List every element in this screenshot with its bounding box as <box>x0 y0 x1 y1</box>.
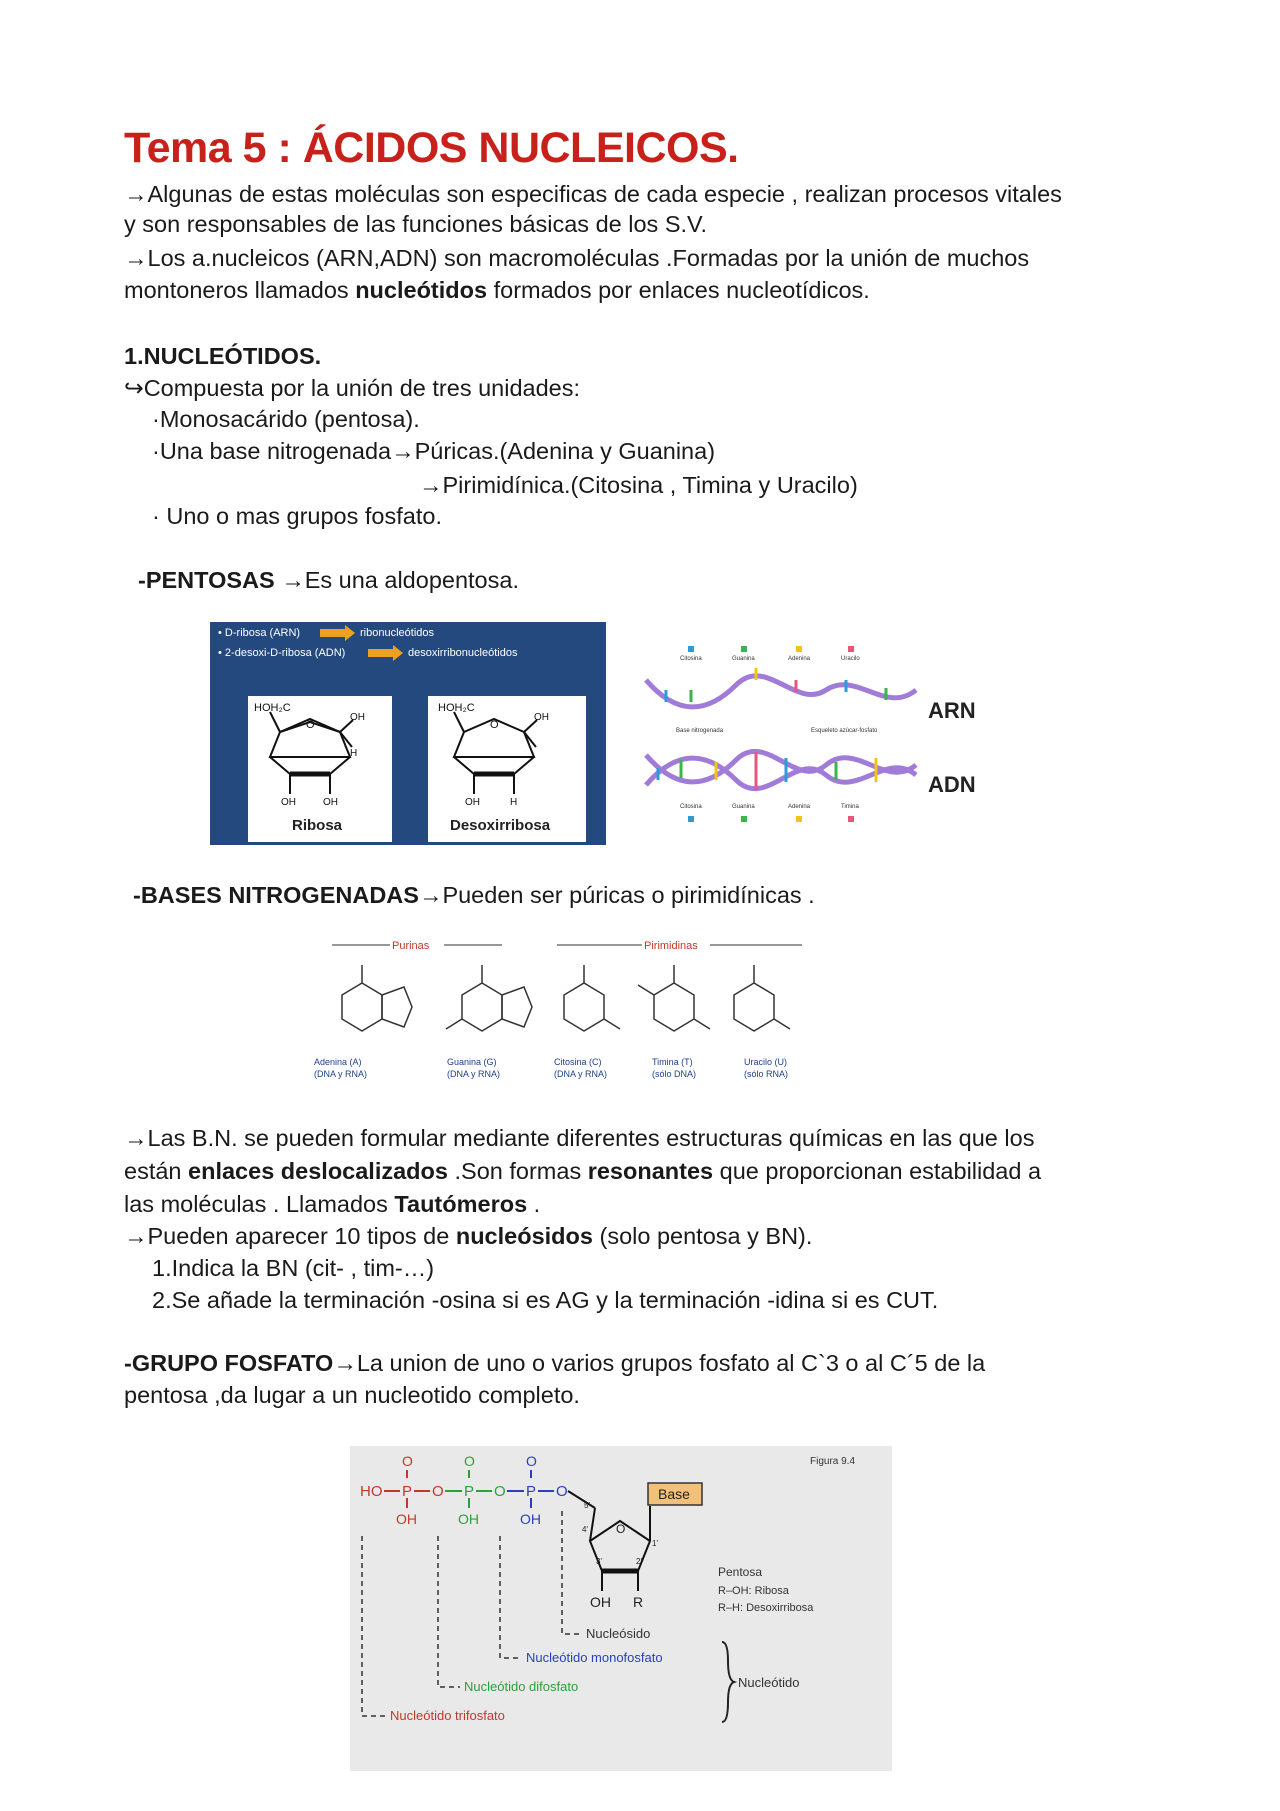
fosfato-label: -GRUPO FOSFATO <box>124 1350 334 1376</box>
pentosas-text: →Es una aldopentosa. <box>281 567 519 593</box>
bn-step-1: 1.Indica la BN (cit- , tim-…) <box>152 1255 435 1281</box>
s1-item-2b: →Pirimidínica.(Citosina , Timina y Uracilo) <box>419 472 858 498</box>
oh-label: OH <box>458 1511 479 1527</box>
label-adn: ADN <box>928 772 976 797</box>
p-label: P <box>526 1483 537 1500</box>
pentosa-roh: R–OH: Ribosa <box>718 1585 789 1597</box>
fig1-label-ribosa: Ribosa <box>292 817 343 834</box>
o-label: O <box>464 1453 475 1469</box>
fosfato-text: →La union de uno o varios grupos fosfato al C`3 o al C´5 de la <box>333 1350 986 1376</box>
fig1-o: O <box>490 719 499 731</box>
bn-line-2 <box>124 1155 1041 1187</box>
figure-bases <box>302 935 812 1100</box>
o-label: O <box>432 1483 444 1500</box>
fig1-h: H <box>350 748 358 759</box>
helix-label: Guanina <box>732 656 755 662</box>
fig1-row2-a: 2-desoxi-D-ribosa (ADN) <box>224 647 346 659</box>
arrow-icon <box>368 645 403 661</box>
fig1-o: O <box>306 719 315 731</box>
carbon-label: 2' <box>636 1557 642 1566</box>
arrow-icon <box>320 625 355 641</box>
bases-text: →Pueden ser púricas o pirimidínicas . <box>418 882 815 908</box>
label-monofosfato: Nucleótido monofosfato <box>526 1650 663 1665</box>
helix-label: Adenina <box>788 804 811 810</box>
p-label: P <box>402 1483 413 1500</box>
base-sub: (DNA y RNA) <box>314 1069 368 1079</box>
figure-nucleotido <box>350 1446 892 1771</box>
pentosa-rh: R–H: Desoxirribosa <box>718 1602 814 1614</box>
figure-ribosa-desoxirribosa <box>210 622 606 845</box>
bn-line-3 <box>124 1188 540 1220</box>
label-nucleosido: Nucleósido <box>586 1626 651 1641</box>
svg-text:• D-ribosa (ARN): • D-ribosa (ARN) <box>218 627 301 639</box>
section-heading-nucleotidos: 1.NUCLEÓTIDOS. <box>124 343 322 369</box>
label-pirimidinas: Pirimidinas <box>644 940 698 952</box>
fig1-oh: OH <box>534 712 549 723</box>
intro-text: formados por enlaces nucleotídicos. <box>487 277 870 303</box>
term-tautomeros: Tautómeros <box>394 1191 528 1217</box>
helix-label: Guanina <box>732 804 755 810</box>
s1-item-2: ·Una base nitrogenada→Púricas.(Adenina y Guanina) <box>152 438 716 464</box>
helix-label: Adenina <box>788 656 811 662</box>
label-purinas: Purinas <box>392 940 430 952</box>
s1-item-1: ·Monosacárido (pentosa). <box>152 406 420 432</box>
pentosas-label: -PENTOSAS <box>138 567 282 593</box>
fosfato-line-2: pentosa ,da lugar a un nucleotido completo. <box>124 1382 580 1408</box>
o-label: O <box>526 1453 537 1469</box>
o-label: O <box>616 1522 626 1536</box>
intro-line-4 <box>124 274 870 306</box>
r-label: R <box>633 1594 644 1610</box>
helix-label-base: Base nitrogenada <box>676 728 724 734</box>
o-label: O <box>494 1483 506 1500</box>
oh-label: OH <box>396 1511 417 1527</box>
base-name: Guanina (G) <box>447 1057 497 1067</box>
o-label: O <box>556 1483 568 1500</box>
term-nucleotidos: nucleótidos <box>355 277 488 303</box>
helix-label: Timina <box>841 804 859 810</box>
helix-label: Citosina <box>680 656 702 662</box>
label-arn: ARN <box>928 698 976 723</box>
intro-line-2: y son responsables de las funciones básicas de los S.V. <box>124 211 708 237</box>
term-nucleosidos: nucleósidos <box>455 1223 593 1249</box>
intro-text: montoneros llamados <box>124 277 356 303</box>
base-sub: (sólo DNA) <box>652 1069 697 1079</box>
fig1-row2-b: desoxirribonucleótidos <box>408 647 518 659</box>
bn-line-4 <box>124 1220 812 1252</box>
base-sub: (DNA y RNA) <box>447 1069 501 1079</box>
figure-arn-adn <box>636 640 1036 832</box>
fig1-h: H <box>510 797 518 808</box>
base-sub: (sólo RNA) <box>744 1069 789 1079</box>
bn-line-1: →Las B.N. se pueden formular mediante diferentes estructuras químicas en las que los <box>124 1125 1035 1151</box>
fig-caption: Figura 9.4 <box>810 1456 856 1467</box>
fig1-row1-b: ribonucleótidos <box>360 627 434 639</box>
carbon-label: 5' <box>584 1501 590 1510</box>
bn-text: las moléculas . Llamados <box>124 1191 395 1217</box>
helix-label: Citosina <box>680 804 702 810</box>
fig1-hoh2c: HOH₂C <box>254 702 291 714</box>
o-label: O <box>402 1453 413 1469</box>
s1-item-3: · Uno o mas grupos fosfato. <box>152 503 442 529</box>
bases-line <box>133 879 815 911</box>
p-label: P <box>464 1483 475 1500</box>
fig1-label-desoxirribosa: Desoxirribosa <box>450 817 551 834</box>
svg-text:• 2-desoxi-D-ribosa (ADN): • 2-desoxi-D-ribosa (ADN) <box>218 647 346 659</box>
fig1-oh: OH <box>281 797 296 808</box>
page-title: Tema 5 : ÁCIDOS NUCLEICOS. <box>124 124 739 172</box>
oh-label: OH <box>590 1594 611 1610</box>
bases-label: -BASES NITROGENADAS <box>133 882 419 908</box>
bn-text: →Pueden aparecer 10 tipos de <box>124 1223 456 1249</box>
bn-text: .Son formas <box>447 1158 588 1184</box>
term-resonantes: resonantes <box>587 1158 714 1184</box>
fig1-hoh2c: HOH₂C <box>438 702 475 714</box>
pentosas-line <box>138 564 519 596</box>
base-name: Citosina (C) <box>554 1057 602 1067</box>
bn-text: (solo pentosa y BN). <box>592 1223 813 1249</box>
oh-label: OH <box>520 1511 541 1527</box>
label-trifosfato: Nucleótido trifosfato <box>390 1708 505 1723</box>
fig1-oh: OH <box>350 712 365 723</box>
carbon-label: 3' <box>596 1557 602 1566</box>
carbon-label: 4' <box>582 1525 588 1534</box>
ho-label: HO <box>360 1483 383 1500</box>
term-enlaces: enlaces deslocalizados <box>188 1158 448 1184</box>
base-name: Uracilo (U) <box>744 1057 788 1067</box>
pentosa-label: Pentosa <box>718 1565 763 1579</box>
s1-intro: ↪Compuesta por la unión de tres unidades: <box>124 375 581 401</box>
carbon-label: 1' <box>652 1539 658 1548</box>
label-nucleotido: Nucleótido <box>738 1675 800 1690</box>
label-difosfato: Nucleótido difosfato <box>464 1679 579 1694</box>
helix-label-backbone: Esqueleto azúcar-fosfato <box>811 728 878 734</box>
base-box-label: Base <box>658 1486 690 1502</box>
fig1-oh: OH <box>323 797 338 808</box>
base-name: Timina (T) <box>652 1057 693 1067</box>
bn-text: que proporcionan estabilidad a <box>713 1158 1042 1184</box>
bn-text: . <box>527 1191 541 1217</box>
base-name: Adenina (A) <box>314 1057 362 1067</box>
fig1-row1-a: D-ribosa (ARN) <box>224 627 301 639</box>
base-sub: (DNA y RNA) <box>554 1069 608 1079</box>
bn-step-2: 2.Se añade la terminación -osina si es AG y la terminación -idina si es CUT. <box>152 1287 939 1313</box>
intro-line-3: →Los a.nucleicos (ARN,ADN) son macromoléculas .Formadas por la unión de muchos <box>124 245 1030 271</box>
fosfato-line-1 <box>124 1347 985 1379</box>
intro-line-1: →Algunas de estas moléculas son especificas de cada especie , realizan procesos vitales <box>124 181 1062 207</box>
bn-text: están <box>124 1158 189 1184</box>
fig1-oh: OH <box>465 797 480 808</box>
helix-label: Uracilo <box>841 656 860 662</box>
